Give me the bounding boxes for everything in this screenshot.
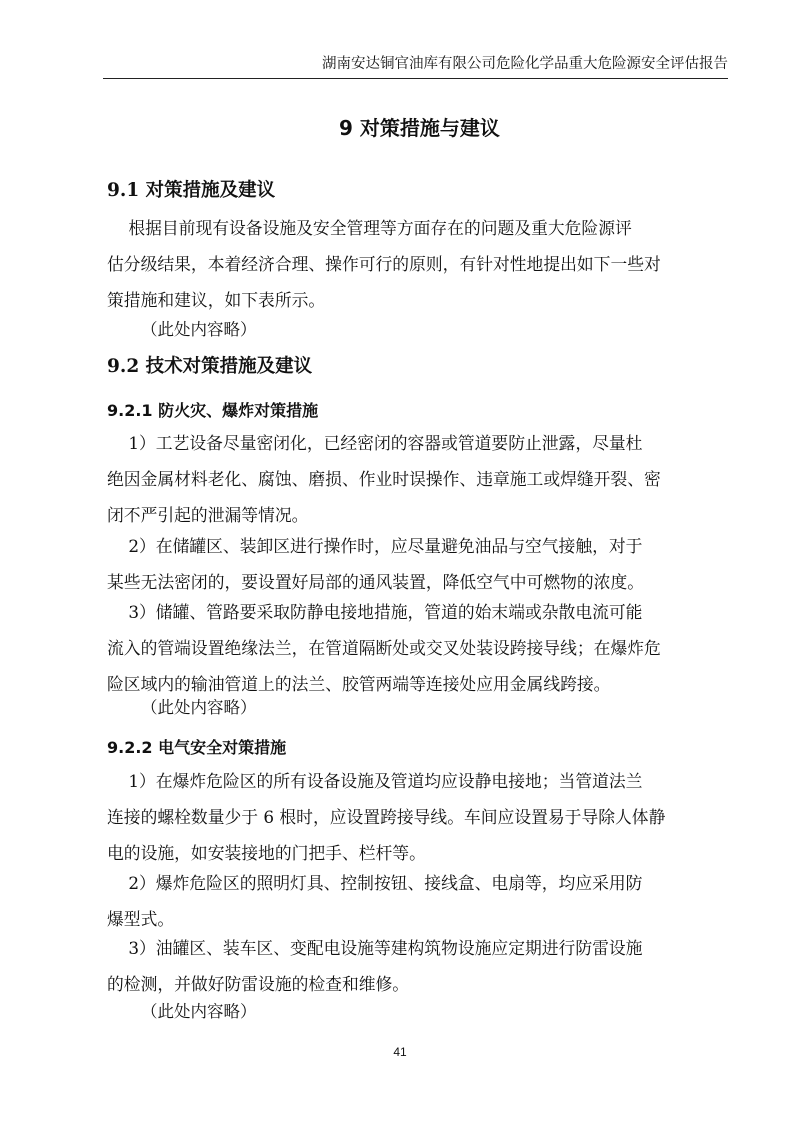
text-line: 1）工艺设备尽量密闭化，已经密闭的容器或管道要防止泄露，尽量杜 [107, 433, 643, 453]
paragraph-9-2-2-item1 [107, 763, 732, 871]
section-heading-9-1: 9.1 对策措施及建议 [107, 180, 276, 201]
paragraph-9-1-intro [107, 210, 732, 318]
text-line: 爆型式。 [107, 909, 175, 929]
section-heading-9-2: 9.2 技术对策措施及建议 [107, 356, 313, 377]
running-header [103, 52, 728, 79]
text-line: 流入的管端设置绝缘法兰，在管道隔断处或交叉处装设跨接导线；在爆炸危 [107, 638, 661, 658]
text-line: 策措施和建议，如下表所示。 [107, 290, 326, 310]
paragraph-9-2-2-item2 [107, 865, 732, 937]
text-line: 绝因金属材料老化、腐蚀、磨损、作业时误操作、违章施工或焊缝开裂、密 [107, 469, 661, 489]
omitted-note: （此处内容略） [141, 320, 257, 339]
text-line: 2）爆炸危险区的照明灯具、控制按钮、接线盒、电扇等，均应采用防 [107, 873, 643, 893]
text-line: 3）储罐、管路要采取防静电接地措施，管道的始末端或杂散电流可能 [107, 602, 643, 622]
text-line: 2）在储罐区、装卸区进行操作时，应尽量避免油品与空气接触，对于 [107, 536, 643, 556]
text-line: 连接的螺栓数量少于 6 根时，应设置跨接导线。车间应设置易于导除人体静 [107, 807, 666, 827]
text-line: 根据目前现有设备设施及安全管理等方面存在的问题及重大危险源评 [107, 218, 632, 238]
report-title: 湖南安达铜官油库有限公司危险化学品重大危险源安全评估报告 [322, 56, 728, 72]
omitted-note: （此处内容略） [141, 698, 257, 717]
text-line: 3）油罐区、装车区、变配电设施等建构筑物设施应定期进行防雷设施 [107, 938, 643, 958]
page-number: 41 [393, 1045, 407, 1059]
paragraph-9-2-1-item1 [107, 425, 732, 533]
text-line: 某些无法密闭的，要设置好局部的通风装置，降低空气中可燃物的浓度。 [107, 572, 645, 592]
section-heading-9-2-1: 9.2.1 防火灾、爆炸对策措施 [107, 401, 319, 420]
text-line: 估分级结果，本着经济合理、操作可行的原则，有针对性地提出如下一些对 [107, 254, 661, 274]
paragraph-9-2-1-item2 [107, 528, 732, 600]
text-line: 1）在爆炸危险区的所有设备设施及管道均应设静电接地；当管道法兰 [107, 771, 643, 791]
paragraph-9-2-1-item3 [107, 594, 732, 702]
paragraph-9-2-2-item3 [107, 930, 732, 1002]
omitted-note: （此处内容略） [141, 1002, 257, 1021]
text-line: 闭不严引起的泄漏等情况。 [107, 505, 309, 525]
chapter-title: 9 对策措施与建议 [339, 116, 500, 140]
section-heading-9-2-2: 9.2.2 电气安全对策措施 [107, 738, 287, 757]
text-line: 电的设施，如安装接地的门把手、栏杆等。 [107, 843, 426, 863]
text-line: 的检测，并做好防雷设施的检查和维修。 [107, 974, 410, 994]
text-line: 险区域内的输油管道上的法兰、胶管两端等连接处应用金属线跨接。 [107, 674, 611, 694]
